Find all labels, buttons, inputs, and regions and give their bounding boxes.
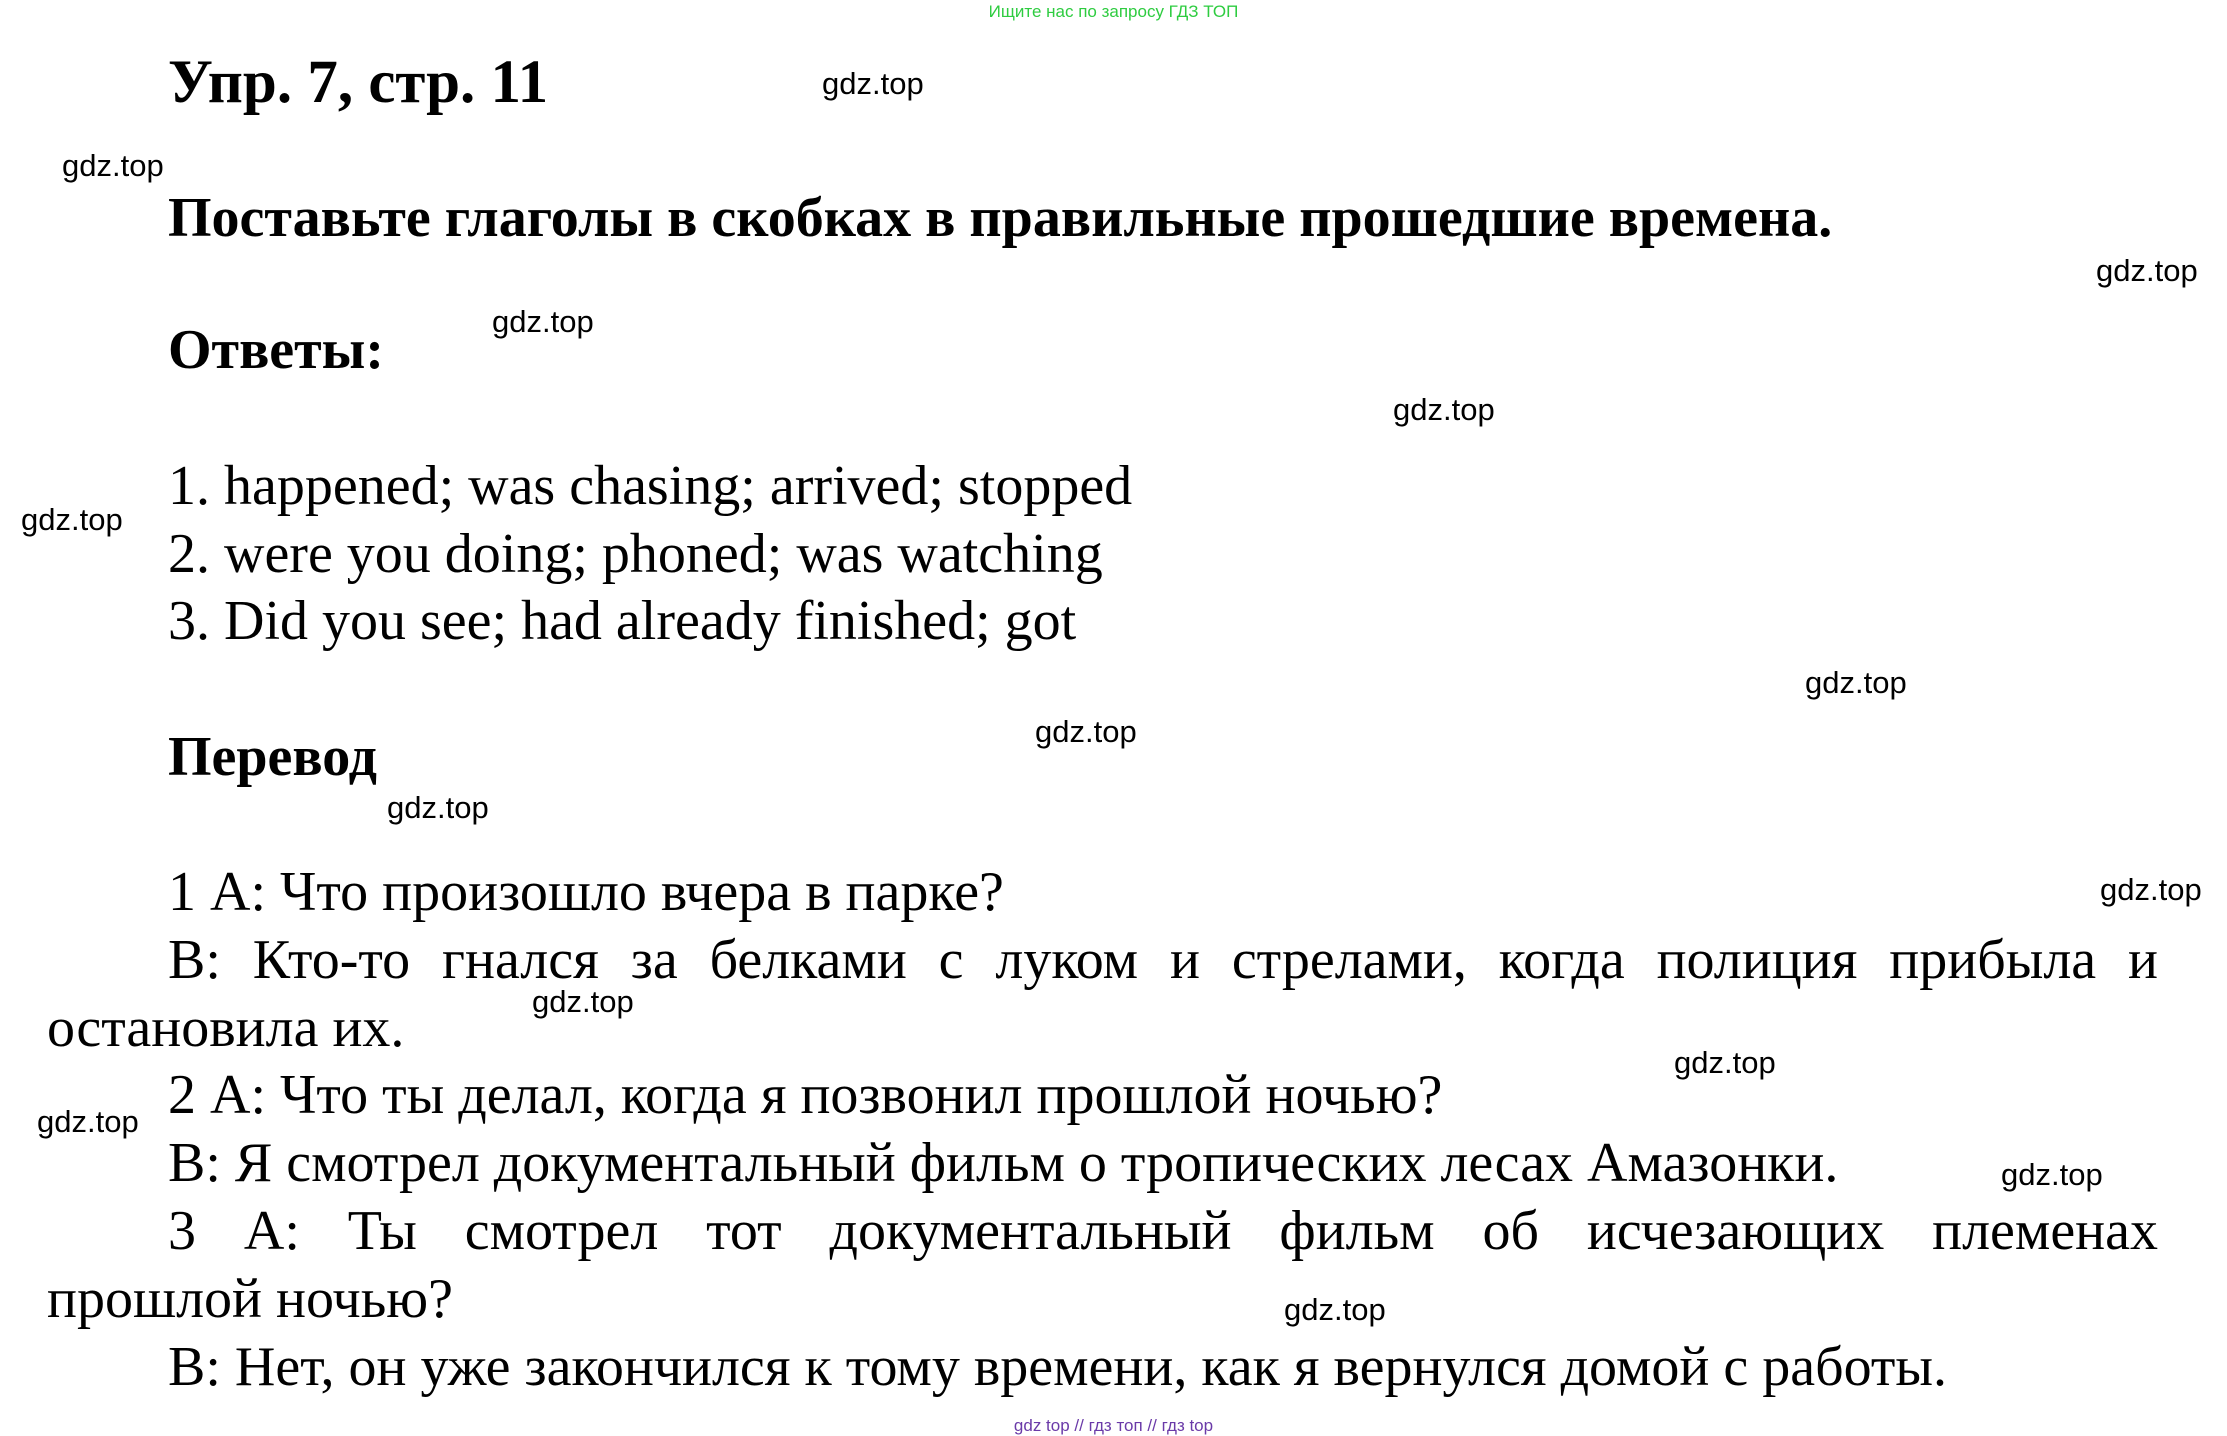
translation-line-5-cont: прошлой ночью? xyxy=(47,1268,453,1330)
translation-line-5: 3 А: Ты смотрел тот документальный фильм об исчезающих племенах xyxy=(168,1200,2158,1262)
translation-line-2-cont: остановила их. xyxy=(47,997,405,1059)
watermark: gdz.top xyxy=(492,304,594,339)
watermark: gdz.top xyxy=(532,984,634,1019)
top-banner: Ищите нас по запросу ГДЗ ТОП xyxy=(988,2,1239,21)
translation-line-2: В: Кто-то гнался за белками с луком и стрелами, когда полиция прибыла и xyxy=(168,929,2158,991)
answer-2: 2. were you doing; phoned; was watching xyxy=(168,523,1103,585)
watermark: gdz.top xyxy=(2100,872,2202,907)
watermark: gdz.top xyxy=(1035,714,1137,749)
watermark: gdz.top xyxy=(21,502,123,537)
watermark: gdz.top xyxy=(37,1104,139,1139)
watermark: gdz.top xyxy=(1805,665,1907,700)
instruction: Поставьте глаголы в скобках в правильные прошедшие времена. xyxy=(168,187,1833,249)
watermark: gdz.top xyxy=(2096,253,2198,288)
page-title: Упр. 7, стр. 11 xyxy=(168,49,549,116)
translation-line-4: В: Я смотрел документальный фильм о тропических лесах Амазонки. xyxy=(168,1132,1839,1194)
translation-line-1: 1 А: Что произошло вчера в парке? xyxy=(168,861,1004,923)
watermark: gdz.top xyxy=(1393,392,1495,427)
watermark: gdz.top xyxy=(2001,1157,2103,1192)
watermark: gdz.top xyxy=(1674,1045,1776,1080)
answers-heading: Ответы: xyxy=(168,319,385,381)
translation-heading: Перевод xyxy=(168,726,377,788)
answer-1: 1. happened; was chasing; arrived; stopped xyxy=(168,455,1133,517)
watermark: gdz.top xyxy=(822,66,924,101)
bottom-banner: gdz top // гдз топ // гдз top xyxy=(1013,1416,1214,1435)
watermark: gdz.top xyxy=(62,148,164,183)
translation-line-3: 2 А: Что ты делал, когда я позвонил прошлой ночью? xyxy=(168,1064,1443,1126)
answer-3: 3. Did you see; had already finished; got xyxy=(168,590,1077,652)
translation-line-6: В: Нет, он уже закончился к тому времени, как я вернулся домой с работы. xyxy=(168,1336,1947,1398)
watermark: gdz.top xyxy=(387,790,489,825)
watermark: gdz.top xyxy=(1284,1292,1386,1327)
